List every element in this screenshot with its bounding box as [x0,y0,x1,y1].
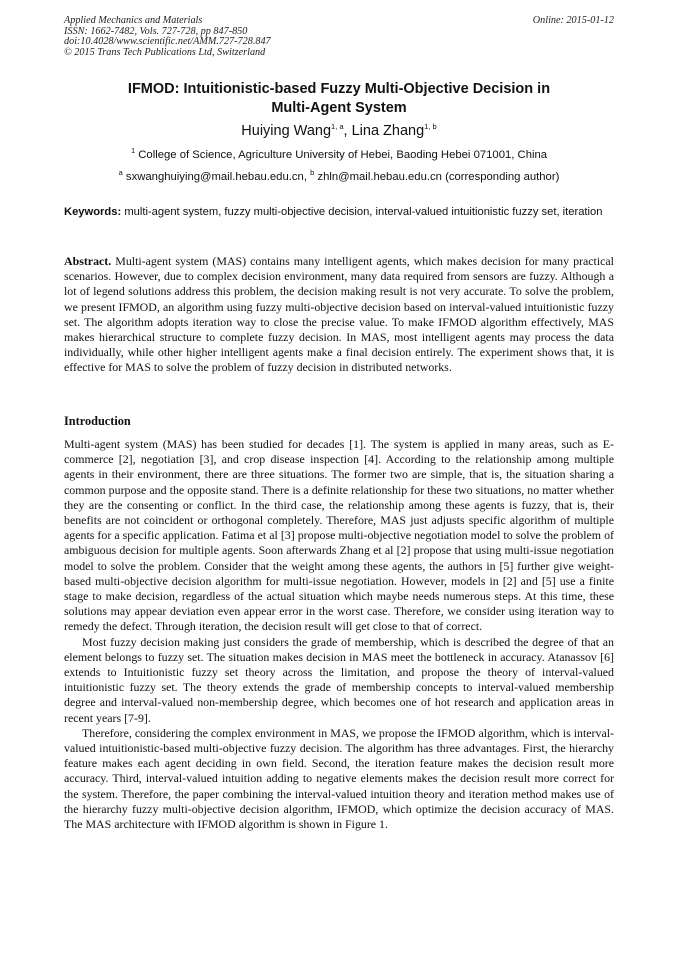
journal-name: Applied Mechanics and Materials [64,15,203,26]
author-emails [64,168,614,183]
email-b-sup: b [310,168,315,178]
affiliation [64,146,614,161]
keywords-text: multi-agent system, fuzzy multi-objective decision, interval-valued intuitionistic fuzzy set, iteration [124,206,603,218]
author-1: Huiying Wang [241,123,332,139]
title-line-2: Multi-Agent System [271,100,407,116]
journal-header [64,16,614,58]
email-a: sxwanghuiying@mail.hebau.edu.cn, [125,171,307,183]
author-separator: , [343,123,352,139]
author-2-sup: 1, b [424,122,437,132]
email-b: zhln@mail.hebau.edu.cn (corresponding author) [317,171,560,183]
keywords [64,205,616,220]
affiliation-text: College of Science, Agriculture University of Hebei, Baoding Hebei 071001, China [138,149,548,161]
author-1-sup: 1, a [331,122,344,132]
introduction-body [64,437,614,832]
introduction-heading: Introduction [64,414,131,428]
paper-title [64,80,614,118]
author-2: Lina Zhang [351,123,425,139]
abstract-label: Abstract. [64,254,112,268]
title-line-1: IFMOD: Intuitionistic-based Fuzzy Multi-Objective Decision in [127,81,551,97]
abstract [64,254,614,376]
issn-line: ISSN: 1662-7482, Vols. 727-728, pp 847-850 [64,25,248,37]
abstract-text: Multi-agent system (MAS) contains many intelligent agents, which makes decision for many practical scenarios. However, due to complex decision environment, many data required from sensors are fuzzy. Although a lot of legend solutions address this problem, the decision making result is not very accurate. To solve the problem, we present IFMOD, an algorithm using fuzzy multi-objective decision based on interval-valued intuitionistic fuzzy set. The algorithm adopts iteration way to close the precise value. To make IFMOD algorithm effectively, MAS makes hierarchical structure to complete fuzzy decision. In MAS, most intelligent agents may process the data individually, while other higher intelligent agents make a final decision entirely. The experiment shows that, it is effective for MAS to solve the problem of fuzzy decision in distributed networks. [64,254,614,375]
intro-paragraph-3: Therefore, considering the complex environment in MAS, we propose the IFMOD algorithm, which is interval-valued intuitionistic-based multi-objective fuzzy decision. The algorithm has three advantages. First, the hierarchy feature makes each agent deciding in own field. Second, the iteration feature makes the decision result more accuracy. Third, interval-valued intuition adding to negative elements makes the decision result more correct for the system. Therefore, the paper combining the interval-valued intuition theory and iteration method makes use of the hierarchy fuzzy multi-objective decision algorithm, IFMOD, which optimize the decision accuracy of MAS. The MAS architecture with IFMOD algorithm is shown in Figure 1. [64,725,614,832]
email-a-sup: a [118,168,123,178]
copyright-line: © 2015 Trans Tech Publications Ltd, Switzerland [64,46,266,58]
author-list [64,123,614,139]
keywords-label: Keywords: [64,206,122,218]
affiliation-sup: 1 [130,146,136,156]
doi-line: doi:10.4028/www.scientific.net/AMM.727-728.847 [64,36,271,47]
online-date: Online: 2015-01-12 [532,15,614,26]
intro-paragraph-1: Multi-agent system (MAS) has been studied for decades [1]. The system is applied in many areas, such as E-commerce [2], negotiation [3], and crop disease inspection [4]. According to the relationship among multiple agents in their environment, there are three situations. The former two are simple, that is, the situation sharing a common purpose and the opposite stand. There is a definite relationship for these two situations, no matter whether they are the consenting or conflict. In the third case, the relationship among these agents is fuzzy, that is, their benefits are not coincident or orthogonal completely. Therefore, MAS just adjusts specific algorithm of multiple agents for a specific application. Fatima et al [3] propose multi-objective negotiation model to solve the problem of ambiguous decision for multiple agents. Soon afterwards Zhang et al [2] propose that using multi-issue negotiation model to solve the problem. Consider that the weight among these agents, the authors in [5] further give weight-based multi-objective decision algorithm for multi-issue negotiation. However, models in [2] and [5] use a finite stage to make decision, regardless of the actual situation which maybe needs numerous steps. At this time, these solutions may appear deviation even appear error in the worst case. Therefore, we consider using iteration way to remedy the defect. Through iteration, the decision result will get close to that of correct. [64,437,614,634]
intro-paragraph-2: Most fuzzy decision making just considers the grade of membership, which is described the degree of that an element belongs to fuzzy set. The situation makes decision in MAS meet the bottleneck in accuracy. Atanassov [6] extends to Intuitionistic fuzzy set theory across the limitation, and propose the theory of interval-valued intuitionistic fuzzy set. The theory extends the grade of membership concepts to interval-valued membership degree and interval-valued non-membership degree, which becomes one of hot research and application areas in recent years [7-9]. [64,634,614,725]
